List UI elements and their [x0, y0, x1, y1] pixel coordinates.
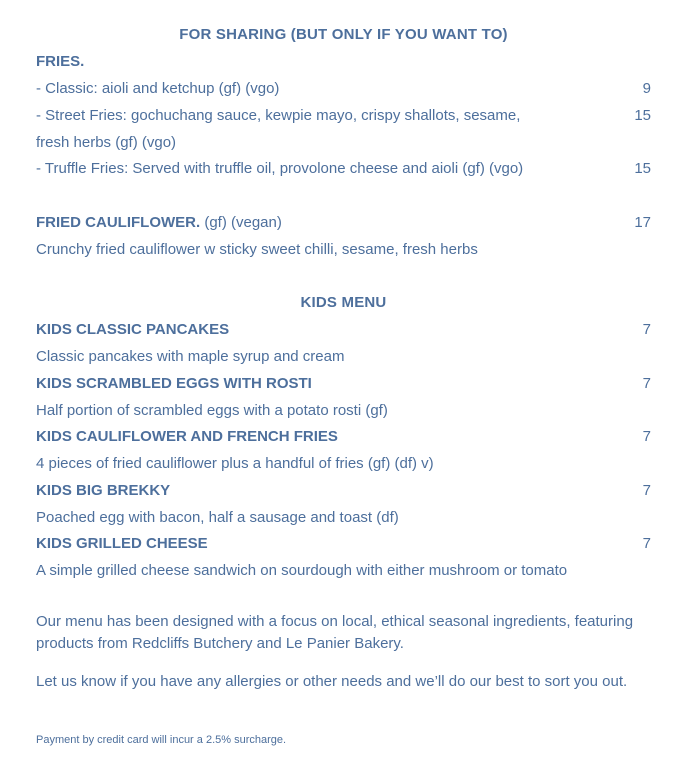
kids-pancakes-price: 7 — [642, 321, 651, 338]
sharing-section-title: FOR SHARING (BUT ONLY IF YOU WANT TO) — [179, 26, 508, 43]
cauliflower-description: Crunchy fried cauliflower w sticky sweet chilli, sesame, fresh herbs — [36, 241, 478, 258]
fries-street-price: 15 — [634, 107, 651, 124]
kids-pancakes-description: Classic pancakes with maple syrup and cream — [36, 348, 345, 365]
fries-street-text: - Street Fries: gochuchang sauce, kewpie mayo, crispy shallots, sesame, — [36, 107, 521, 124]
fries-street-text-cont: fresh herbs (gf) (vgo) — [36, 134, 177, 151]
cauliflower-tags: (gf) (vegan) — [200, 214, 282, 231]
fries-classic-text: - Classic: aioli and ketchup (gf) (vgo) — [36, 80, 280, 97]
kids-grilled-cheese-name: KIDS GRILLED CHEESE — [36, 535, 208, 552]
kids-eggs-name: KIDS SCRAMBLED EGGS WITH ROSTI — [36, 375, 312, 392]
fries-heading: FRIES. — [36, 53, 85, 70]
kids-cauliflower-description: 4 pieces of fried cauliflower plus a handful of fries (gf) (df) v) — [36, 455, 434, 472]
about-paragraph: Our menu has been designed with a focus on local, ethical seasonal ingredients, featuring products from Redcliffs Butchery and Le Panier Bakery. — [36, 613, 634, 652]
cauliflower-name: FRIED CAULIFLOWER. — [36, 214, 201, 231]
fries-truffle-price: 15 — [634, 160, 651, 177]
kids-brekky-name: KIDS BIG BREKKY — [36, 482, 171, 499]
fries-truffle-text: - Truffle Fries: Served with truffle oil, provolone cheese and aioli (gf) (vgo) — [36, 160, 524, 177]
cauliflower-title — [36, 213, 626, 233]
kids-grilled-cheese-price: 7 — [642, 535, 651, 552]
kids-grilled-cheese-description: A simple grilled cheese sandwich on sourdough with either mushroom or tomato — [36, 562, 568, 579]
kids-brekky-price: 7 — [642, 482, 651, 499]
surcharge-note: Payment by credit card will incur a 2.5% surcharge. — [36, 734, 287, 746]
kids-cauliflower-name: KIDS CAULIFLOWER AND FRENCH FRIES — [36, 428, 338, 445]
kids-cauliflower-price: 7 — [642, 428, 651, 445]
fries-classic-price: 9 — [642, 80, 651, 97]
kids-eggs-description: Half portion of scrambled eggs with a potato rosti (gf) — [36, 402, 388, 419]
kids-pancakes-name: KIDS CLASSIC PANCAKES — [36, 321, 230, 338]
kids-eggs-price: 7 — [642, 375, 651, 392]
kids-brekky-description: Poached egg with bacon, half a sausage and toast (df) — [36, 509, 399, 526]
cauliflower-price: 17 — [634, 214, 651, 231]
allergies-paragraph: Let us know if you have any allergies or other needs and we’ll do our best to sort you out. — [36, 673, 628, 690]
kids-section-title: KIDS MENU — [300, 294, 387, 311]
